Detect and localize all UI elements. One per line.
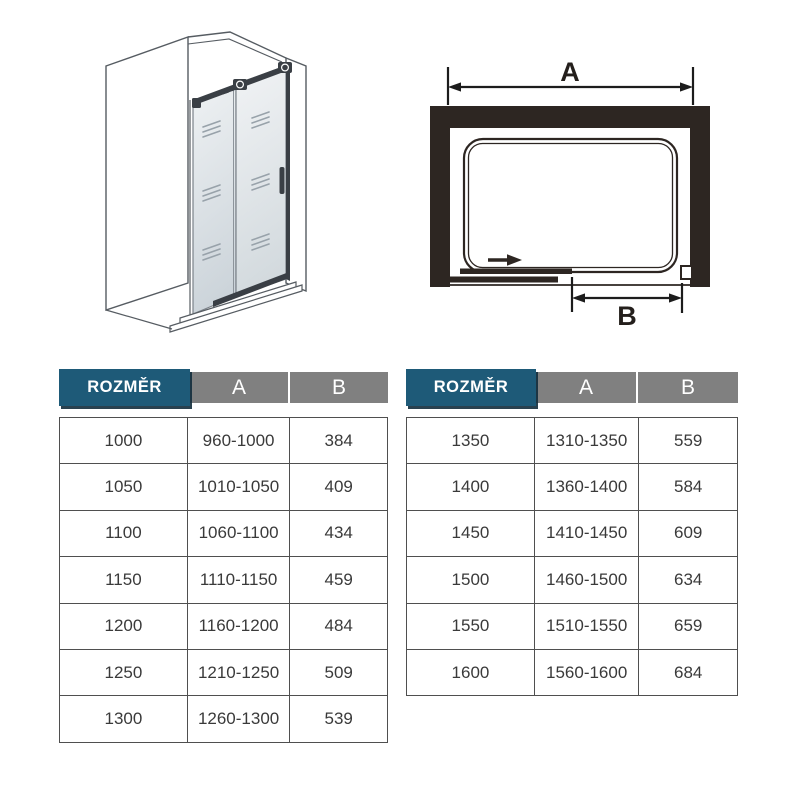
table-body: [406, 417, 738, 696]
rail-end-stop: [192, 98, 201, 108]
column-header-b: B: [290, 372, 388, 403]
top-rim-outer: [188, 32, 286, 58]
column-header-rozmer: ROZMĚR: [59, 369, 190, 406]
cell-size: 1600: [407, 649, 535, 695]
cell-b: 684: [639, 649, 738, 695]
cell-range-a: 1110-1150: [187, 557, 290, 603]
cell-range-a: 1210-1250: [187, 649, 290, 695]
cell-b: 559: [639, 418, 738, 464]
table-row: [407, 510, 738, 556]
wall-frame: [430, 106, 710, 287]
table-row: [60, 510, 388, 556]
table-row: [60, 603, 388, 649]
column-header-b: B: [638, 372, 738, 403]
cell-range-a: 1310-1350: [534, 418, 638, 464]
roller-bracket: [278, 62, 292, 73]
cell-b: 384: [290, 418, 388, 464]
dim-b-label: B: [617, 301, 637, 331]
cell-b: 659: [639, 603, 738, 649]
cell-range-a: 1410-1450: [534, 510, 638, 556]
cell-range-a: 1260-1300: [187, 696, 290, 742]
table-row: [407, 464, 738, 510]
slide-direction-arrow: [488, 254, 522, 266]
cell-size: 1500: [407, 557, 535, 603]
cell-b: 584: [639, 464, 738, 510]
cell-b: 509: [290, 649, 388, 695]
cell-b: 484: [290, 603, 388, 649]
wall-profile-square: [681, 266, 692, 279]
door-right-stile: [286, 66, 290, 281]
dimension-table-left: [59, 369, 390, 729]
door-panel-plan-2: [447, 277, 558, 283]
floor-edge: [106, 310, 172, 329]
cell-range-a: 1560-1600: [534, 649, 638, 695]
door-handle: [280, 167, 285, 194]
table-header-row: [59, 369, 390, 406]
cell-b: 434: [290, 510, 388, 556]
cell-b: 409: [290, 464, 388, 510]
table-body: [59, 417, 388, 743]
cell-range-a: 1460-1500: [534, 557, 638, 603]
cell-size: 1400: [407, 464, 535, 510]
table-row: [60, 696, 388, 742]
table-row: [60, 418, 388, 464]
shower-door-3d-diagram: [85, 25, 325, 345]
cell-size: 1050: [60, 464, 188, 510]
cell-size: 1150: [60, 557, 188, 603]
table-row: [60, 557, 388, 603]
cell-b: 539: [290, 696, 388, 742]
cell-range-a: 960-1000: [187, 418, 290, 464]
cell-size: 1550: [407, 603, 535, 649]
cell-size: 1200: [60, 603, 188, 649]
cell-range-a: 1360-1400: [534, 464, 638, 510]
shower-tray-outline: [464, 139, 677, 272]
column-header-a: A: [536, 372, 636, 403]
column-header-rozmer: ROZMĚR: [406, 369, 536, 406]
dim-a-label: A: [560, 57, 580, 87]
cell-size: 1250: [60, 649, 188, 695]
cell-b: 459: [290, 557, 388, 603]
cell-size: 1100: [60, 510, 188, 556]
cell-b: 609: [639, 510, 738, 556]
cell-size: 1300: [60, 696, 188, 742]
glass-door-fixed: [193, 88, 236, 314]
table-row: [407, 649, 738, 695]
table-row: [60, 464, 388, 510]
door-panel-plan-1: [460, 269, 572, 275]
cell-range-a: 1010-1050: [187, 464, 290, 510]
column-header-a: A: [190, 372, 288, 403]
roller-bracket: [233, 79, 247, 90]
wall-left: [106, 37, 188, 310]
cell-size: 1450: [407, 510, 535, 556]
table-row: [407, 603, 738, 649]
table-row: [60, 649, 388, 695]
cell-range-a: 1510-1550: [534, 603, 638, 649]
cell-range-a: 1060-1100: [187, 510, 290, 556]
shower-door-plan-diagram: [420, 40, 730, 330]
top-rim-inner: [188, 39, 282, 62]
table-header-row: [406, 369, 740, 406]
cell-range-a: 1160-1200: [187, 603, 290, 649]
dimension-a: [448, 57, 693, 105]
cell-size: 1000: [60, 418, 188, 464]
table-row: [407, 418, 738, 464]
table-row: [407, 557, 738, 603]
dimension-table-right: [406, 369, 740, 682]
cell-size: 1350: [407, 418, 535, 464]
cell-b: 634: [639, 557, 738, 603]
